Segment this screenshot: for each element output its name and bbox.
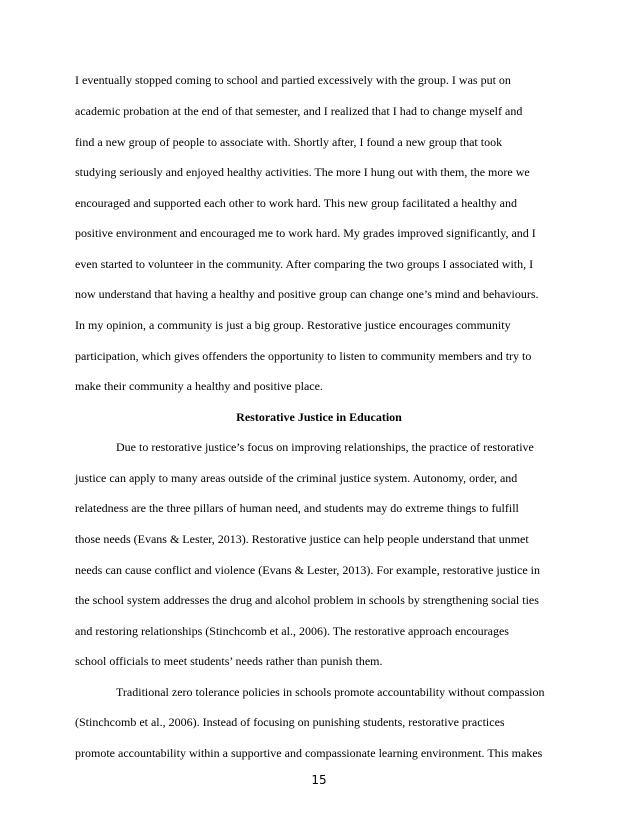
text-line: even started to volunteer in the community. After comparing the two groups I associated with, I [75, 257, 534, 271]
text-line: (Stinchcomb et al., 2006). Instead of focusing on punishing students, restorative practices [75, 715, 505, 729]
text-line: find a new group of people to associate with. Shortly after, I found a new group that took [75, 135, 503, 149]
text-line: school officials to meet students’ needs rather than punish them. [75, 654, 383, 668]
text-line: participation, which gives offenders the opportunity to listen to community members and try to [75, 349, 532, 363]
text-line: those needs (Evans & Lester, 2013). Restorative justice can help people understand that unmet [75, 532, 529, 546]
text-line: relatedness are the three pillars of human need, and students may do extreme things to fulfill [75, 501, 519, 515]
text-line: In my opinion, a community is just a big group. Restorative justice encourages community [75, 318, 511, 332]
text-line: Due to restorative justice’s focus on improving relationships, the practice of restorative [116, 440, 534, 454]
text-line: the school system addresses the drug and alcohol problem in schools by strengthening social ties [75, 593, 539, 607]
text-line: now understand that having a healthy and positive group can change one’s mind and behaviours. [75, 287, 539, 301]
text-line: make their community a healthy and positive place. [75, 379, 323, 393]
text-line: academic probation at the end of that semester, and I realized that I had to change myself and [75, 104, 523, 118]
text-line: Traditional zero tolerance policies in schools promote accountability without compassion [116, 685, 545, 699]
text-line: I eventually stopped coming to school and partied excessively with the group. I was put on [75, 73, 511, 87]
text-line: promote accountability within a supportive and compassionate learning environment. This makes [75, 746, 543, 760]
page-number: 15 [311, 773, 327, 787]
section-heading: Restorative Justice in Education [236, 410, 402, 424]
text-line: studying seriously and enjoyed healthy activities. The more I hung out with them, the more we [75, 165, 530, 179]
text-line: and restoring relationships (Stinchcomb et al., 2006). The restorative approach encourages [75, 624, 509, 638]
text-line: justice can apply to many areas outside of the criminal justice system. Autonomy, order, and [75, 471, 518, 485]
text-line: needs can cause conflict and violence (Evans & Lester, 2013). For example, restorative justice in [75, 563, 541, 577]
text-line: positive environment and encouraged me to work hard. My grades improved significantly, and I [75, 226, 536, 240]
text-line: encouraged and supported each other to work hard. This new group facilitated a healthy and [75, 196, 517, 210]
